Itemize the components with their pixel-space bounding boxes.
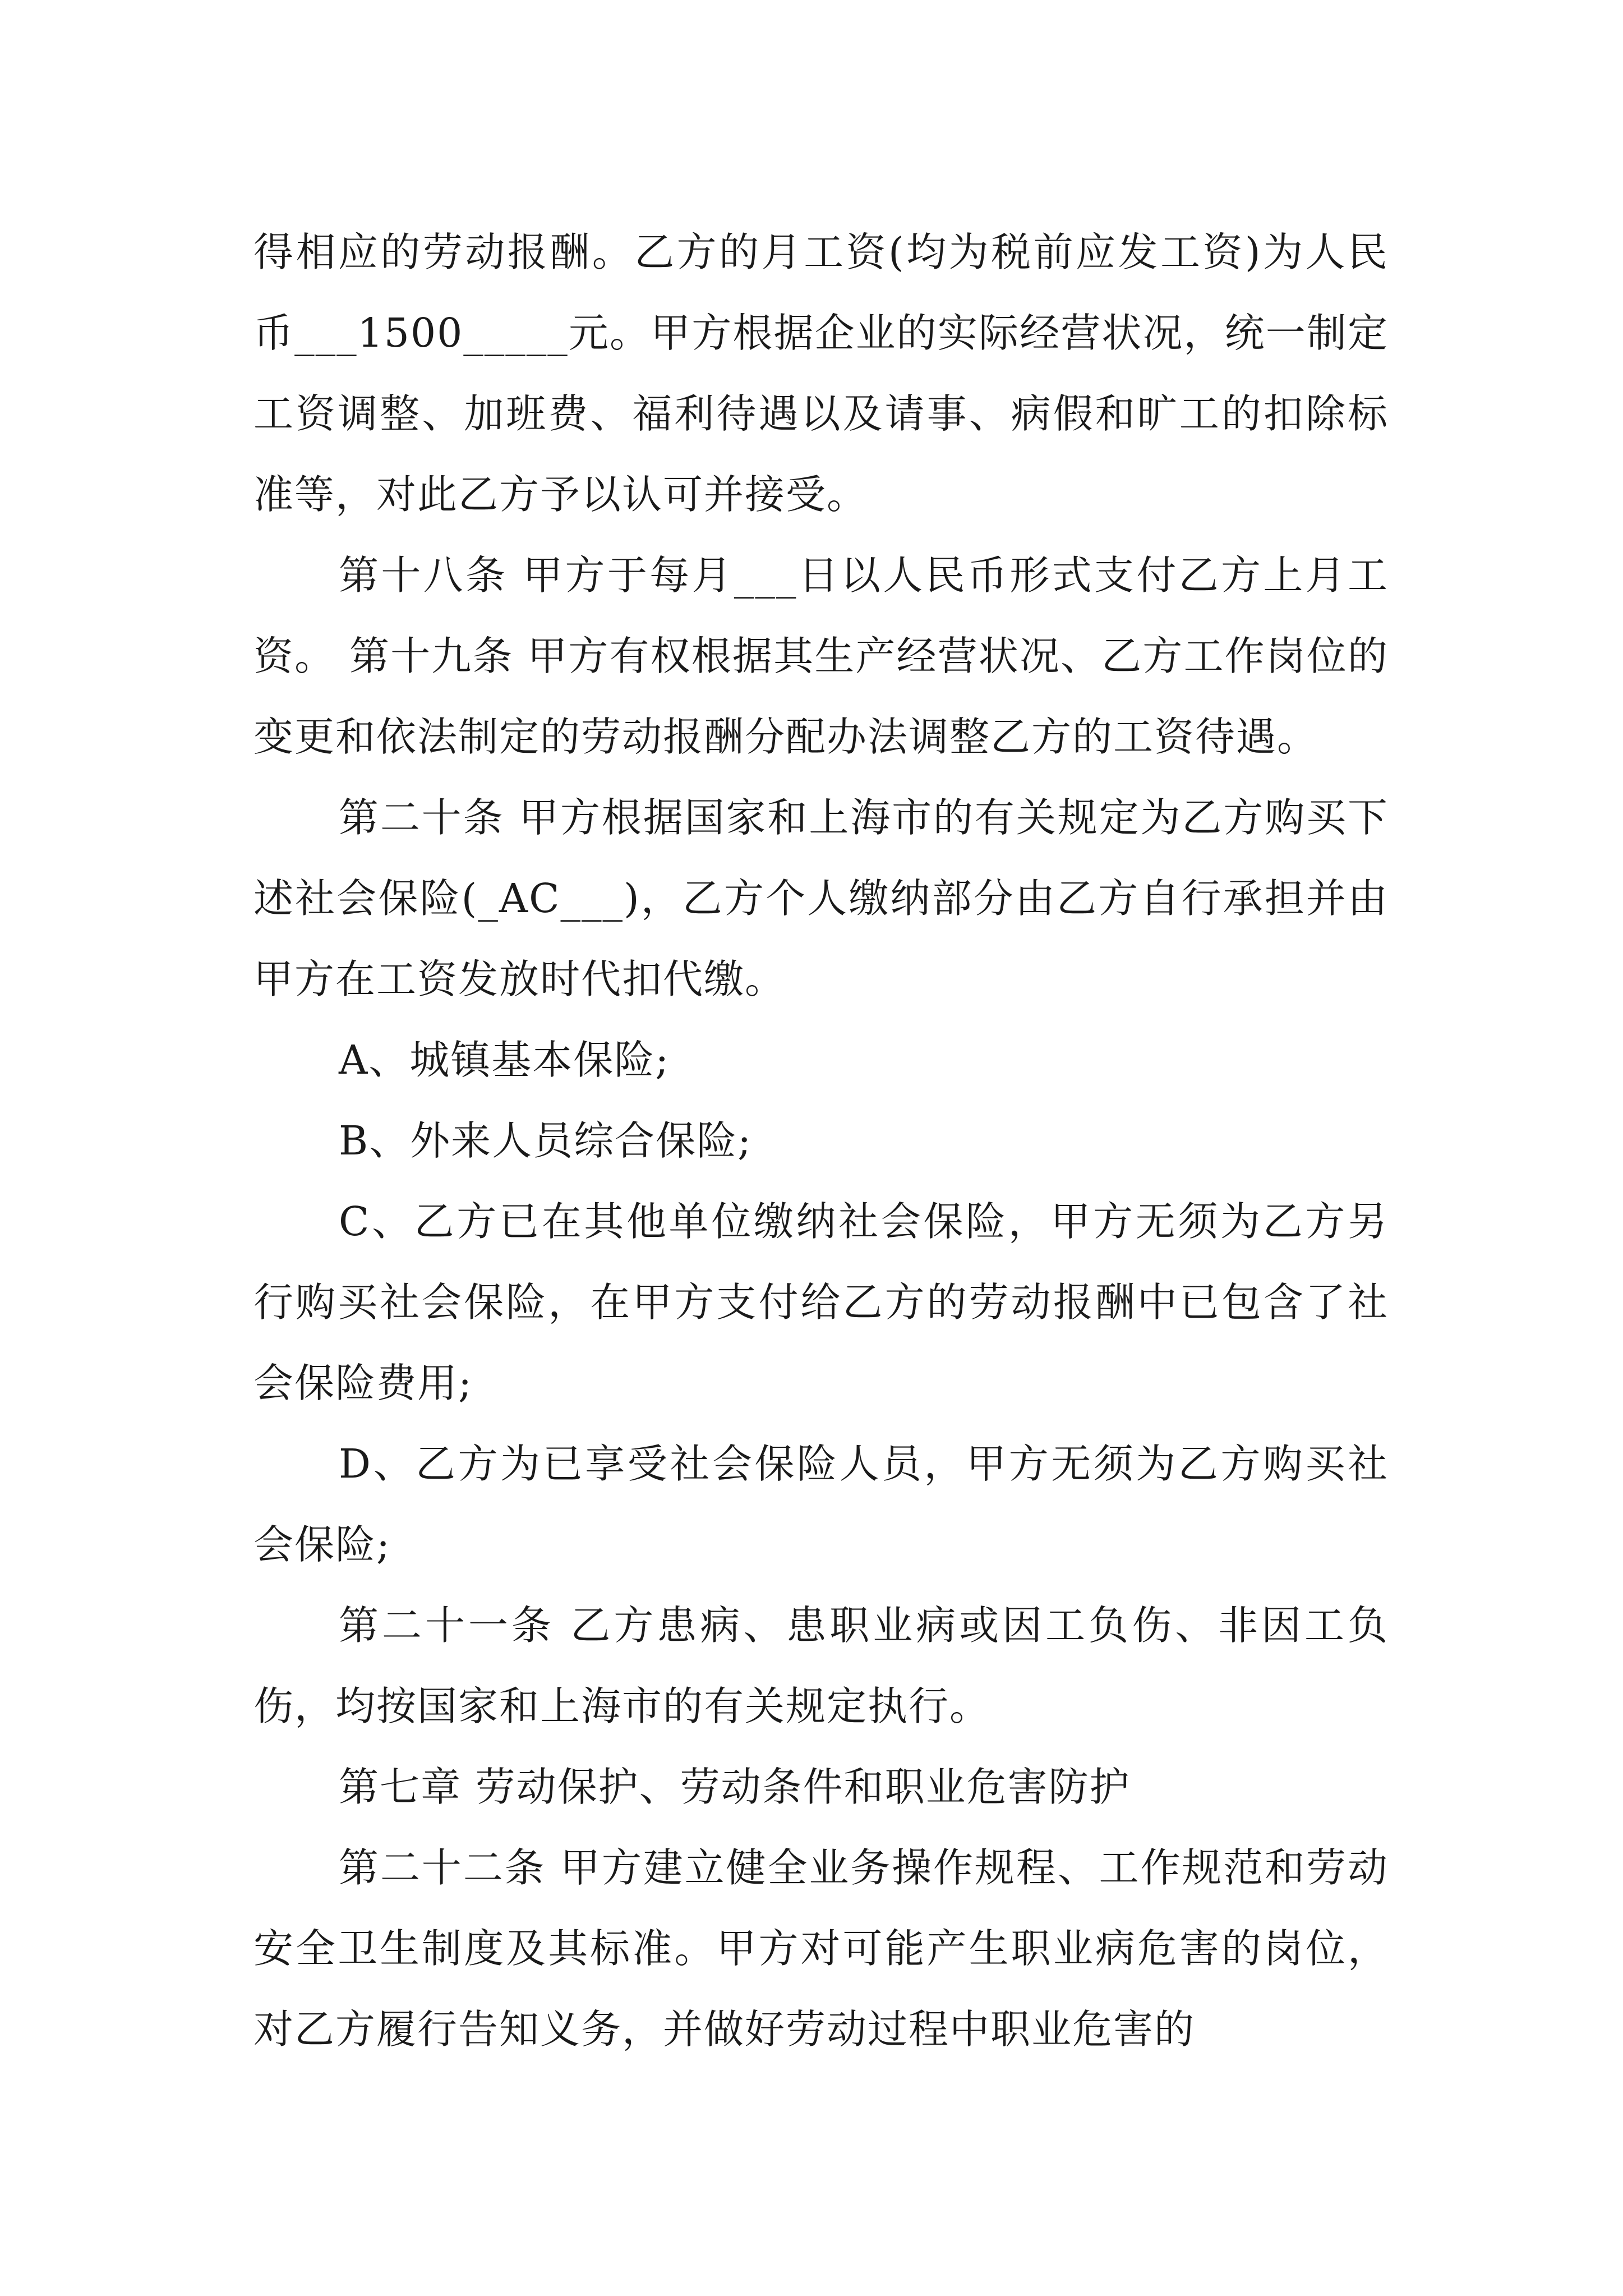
paragraph-option-c: C、乙方已在其他单位缴纳社会保险，甲方无须为乙方另行购买社会保险，在甲方支付给乙方的劳动报酬中已包含了社会保险费用; bbox=[253, 1198, 1389, 1406]
paragraph-option-a: A、城镇基本保险; bbox=[339, 1037, 670, 1083]
paragraph-article-20: 第二十条 甲方根据国家和上海市的有关规定为乙方购买下述社会保险(_AC___)，乙方个人缴纳部分由乙方自行承担并由甲方在工资发放时代扣代缴。 bbox=[253, 794, 1389, 1002]
paragraph-article-21: 第二十一条 乙方患病、患职业病或因工负伤、非因工负伤，均按国家和上海市的有关规定执行。 bbox=[253, 1602, 1389, 1729]
paragraph-option-b: B、外来人员综合保险; bbox=[339, 1117, 753, 1164]
paragraph-article-18-19: 第十八条 甲方于每月___日以人民币形式支付乙方上月工资。 第十九条 甲方有权根据其生产经营状况、乙方工作岗位的变更和依法制定的劳动报酬分配办法调整乙方的工资待遇。 bbox=[253, 552, 1389, 760]
paragraph-wage-continuation: 得相应的劳动报酬。乙方的月工资(均为税前应发工资)为人民币___1500_____元。甲方根据企业的实际经营状况，统一制定工资调整、加班费、福利待遇以及请事、病假和旷工的扣除标准等，对此乙方予以认可并接受。 bbox=[253, 229, 1389, 518]
chapter-7-heading: 第七章 劳动保护、劳动条件和职业危害防护 bbox=[339, 1764, 1131, 1810]
paragraph-option-d: D、乙方为已享受社会保险人员，甲方无须为乙方购买社会保险; bbox=[253, 1441, 1389, 1568]
paragraph-article-22: 第二十二条 甲方建立健全业务操作规程、工作规范和劳动安全卫生制度及其标准。甲方对可能产生职业病危害的岗位，对乙方履行告知义务，并做好劳动过程中职业危害的 bbox=[253, 1844, 1389, 2053]
contract-text bbox=[253, 212, 1389, 2070]
